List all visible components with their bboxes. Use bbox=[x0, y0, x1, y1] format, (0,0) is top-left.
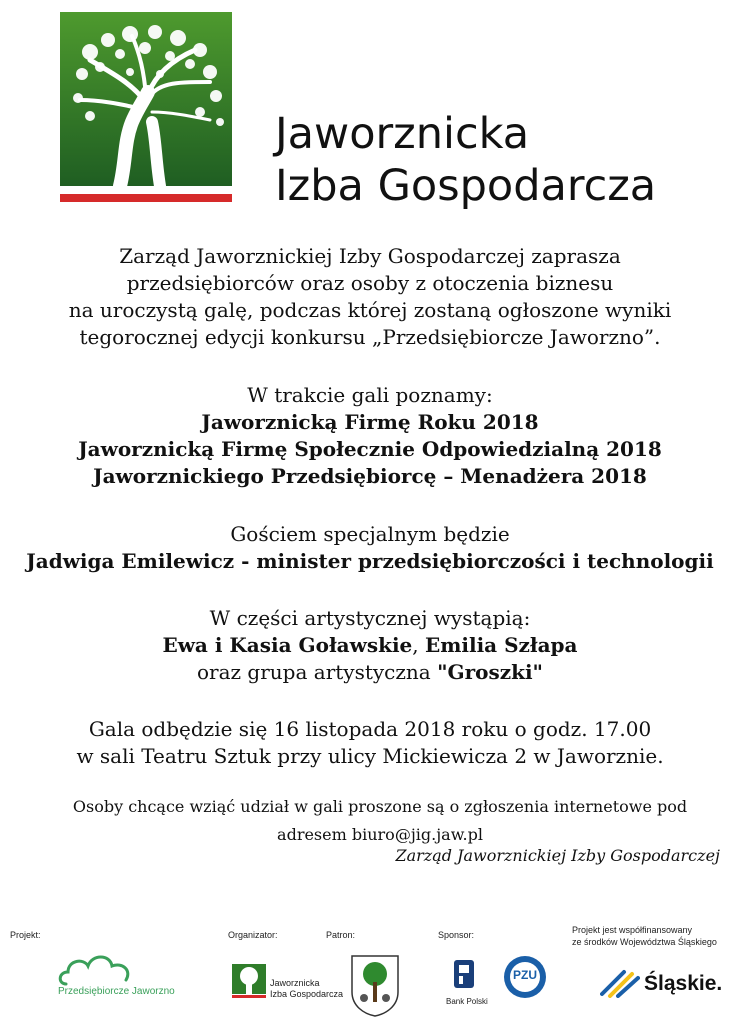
project-logo bbox=[58, 950, 208, 1010]
slaskie-text: Śląskie. bbox=[644, 972, 723, 995]
group-line bbox=[0, 659, 740, 686]
organizer-logo bbox=[232, 964, 266, 1005]
signature: Zarząd Jaworznickiej Izby Gospodarczej bbox=[395, 846, 720, 865]
chamber-name-line1: Jaworznicka bbox=[275, 109, 530, 159]
tree-logo-small-icon bbox=[232, 964, 266, 1000]
coat-of-arms-icon bbox=[350, 954, 400, 1018]
guest-heading: Gościem specjalnym będzie bbox=[230, 522, 510, 546]
cloud-icon bbox=[58, 950, 138, 990]
cofinance-line-2: ze środków Województwa Śląskiego bbox=[572, 937, 717, 947]
event-line-1: Gala odbędzie się 16 listopada 2018 roku o godz. 17.00 bbox=[88, 717, 652, 741]
slaskie-wave-icon bbox=[600, 968, 640, 998]
patron-label: Patron: bbox=[326, 930, 356, 940]
patron-logo bbox=[350, 954, 400, 1023]
performers-line bbox=[0, 632, 740, 659]
artistic-heading: W części artystycznej wystąpią: bbox=[209, 606, 531, 630]
footer-logos bbox=[0, 920, 740, 1024]
intro-line-4: tegorocznej edycji konkursu „Przedsiębiorcze Jaworzno”. bbox=[79, 325, 661, 349]
group-prefix: oraz grupa artystyczna bbox=[197, 660, 438, 684]
intro-line-3: na uroczystą galę, podczas której zostaną ogłoszone wyniki bbox=[68, 298, 672, 322]
chamber-logo bbox=[60, 12, 232, 212]
pzu-text: PZU bbox=[513, 968, 537, 982]
group-name: "Groszki" bbox=[437, 660, 543, 684]
registration-info bbox=[0, 793, 740, 849]
performer-2: Emilia Szłapa bbox=[424, 633, 578, 657]
performer-1: Ewa i Kasia Goławskie bbox=[162, 633, 413, 657]
event-line-2: w sali Teatru Sztuk przy ulicy Mickiewicza 2 w Jaworznie. bbox=[76, 744, 664, 768]
pko-text: Bank Polski bbox=[446, 997, 488, 1006]
award-item-3: Jaworznickiego Przedsiębiorcę – Menadżera 2018 bbox=[93, 464, 647, 488]
chamber-name-line2: Izba Gospodarcza bbox=[275, 161, 657, 211]
pko-logo bbox=[444, 956, 490, 1006]
tree-logo-icon bbox=[60, 12, 232, 212]
sponsor-label: Sponsor: bbox=[438, 930, 475, 940]
guest-name: Jadwiga Emilewicz - minister przedsiębiorczości i technologii bbox=[26, 549, 714, 573]
award-item-1: Jaworznicką Firmę Roku 2018 bbox=[201, 410, 539, 434]
project-label: Projekt: bbox=[10, 930, 41, 940]
artistic-section bbox=[0, 605, 740, 686]
organizer-line-1: Jaworznicka bbox=[270, 978, 320, 988]
slaskie-logo bbox=[600, 968, 640, 1003]
intro-line-2: przedsiębiorców oraz osoby z otoczenia biznesu bbox=[126, 271, 614, 295]
registration-line-2: adresem biuro@jig.jaw.pl bbox=[277, 825, 483, 844]
awards-section bbox=[0, 382, 740, 490]
awards-heading: W trakcie gali poznamy: bbox=[247, 383, 493, 407]
organizer-text bbox=[270, 978, 343, 1000]
registration-line-1: Osoby chcące wziąć udział w gali proszone są o zgłoszenia internetowe pod bbox=[72, 797, 688, 816]
organizer-line-2: Izba Gospodarcza bbox=[270, 989, 344, 999]
guest-section bbox=[0, 521, 740, 575]
cofinance-text bbox=[572, 924, 717, 948]
cofinance-line-1: Projekt jest współfinansowany bbox=[572, 925, 693, 935]
invitation-intro bbox=[0, 243, 740, 351]
award-item-2: Jaworznicką Firmę Społecznie Odpowiedzialną 2018 bbox=[78, 437, 662, 461]
performer-separator: , bbox=[412, 633, 425, 657]
pzu-logo bbox=[502, 954, 548, 1005]
project-logo-text: Przedsiębiorcze Jaworzno bbox=[58, 986, 175, 997]
organizer-label: Organizator: bbox=[228, 930, 278, 940]
event-details bbox=[0, 716, 740, 770]
intro-line-1: Zarząd Jaworznickiej Izby Gospodarczej zaprasza bbox=[119, 244, 621, 268]
pko-bank-icon bbox=[444, 956, 484, 992]
chamber-name bbox=[275, 108, 656, 212]
